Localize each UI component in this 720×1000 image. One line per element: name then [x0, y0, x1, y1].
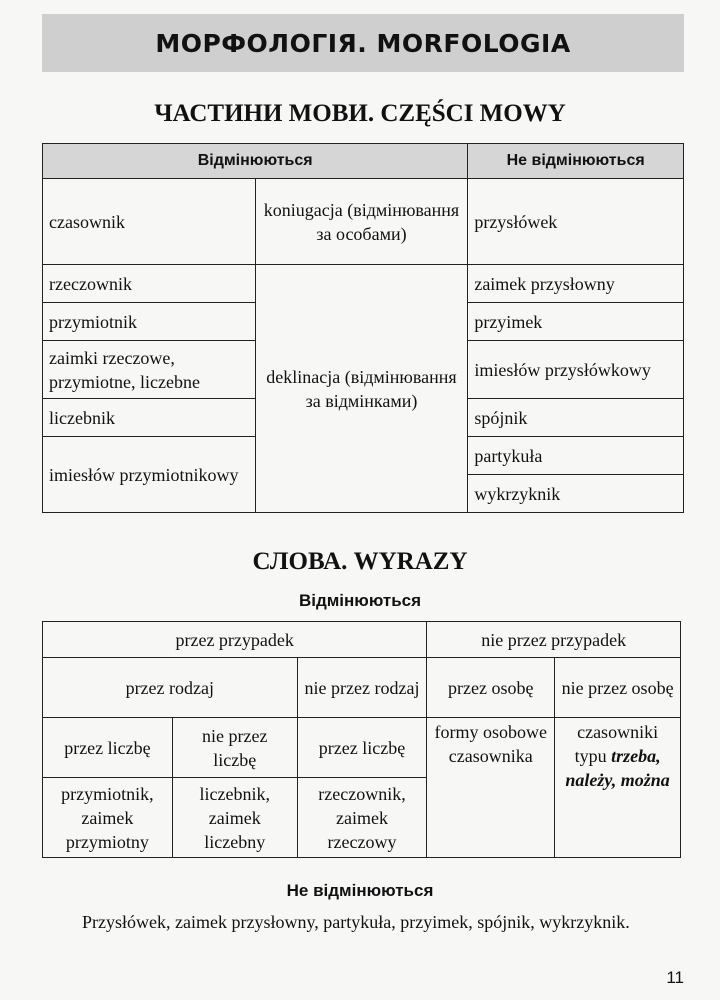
header-undeclined: Не відмінюються	[468, 144, 684, 179]
cell-example-adjective: przymiotnik, zaimek przymiotny	[43, 778, 173, 858]
words-table	[42, 621, 681, 858]
declined-item: rzeczownik	[43, 265, 256, 303]
cell-by-person: przez osobę	[427, 658, 555, 718]
section-title-words: СЛОВА. WYRAZY	[252, 548, 468, 575]
cell-not-by-number: nie przez liczbę	[172, 718, 297, 778]
undeclined-item: zaimek przysłowny	[468, 265, 684, 303]
cell-deklinacja: deklinacja (відмінювання за відмінками)	[255, 265, 468, 513]
subtitle-declined: Відмінюються	[298, 591, 422, 610]
cell-person-forms: formy osobowe czasownika	[427, 718, 555, 858]
section-title-parts-of-speech: ЧАСТИНИ МОВИ. CZĘŚCI MOWY	[154, 100, 566, 127]
header-declined: Відмінюються	[43, 144, 468, 179]
undeclined-item: spójnik	[468, 399, 684, 437]
cell-by-number-2: przez liczbę	[297, 718, 427, 778]
declined-item: imiesłów przymiotnikowy	[43, 437, 256, 513]
cell-koniugacja: koniugacja (відмінювання за особами)	[255, 179, 468, 265]
cell-impersonal-verbs	[555, 718, 681, 858]
parts-of-speech-table	[42, 143, 684, 513]
cell-by-case: przez przypadek	[43, 622, 427, 658]
declined-item: zaimki rzeczowe, przymiotne, liczebne	[43, 341, 256, 399]
declined-item: przymiotnik	[43, 303, 256, 341]
subtitle-undeclined: Не відмінюються	[286, 881, 434, 900]
cell-example-noun: rzeczownik, zaimek rzeczowy	[297, 778, 427, 858]
page-banner: МОРФОЛОГІЯ. MORFOLOGIA	[42, 14, 684, 72]
cell-by-number: przez liczbę	[43, 718, 173, 778]
cell-not-by-person: nie przez osobę	[555, 658, 681, 718]
undeclined-item: imiesłów przysłówkowy	[468, 341, 684, 399]
undeclined-item: przyimek	[468, 303, 684, 341]
cell-by-gender: przez rodzaj	[43, 658, 298, 718]
cell-czasownik: czasownik	[43, 179, 256, 265]
undeclined-paragraph: Przysłówek, zaimek przysłowny, partykuła, przyimek, spójnik, wykrzyknik.	[82, 912, 630, 932]
page-number: 11	[666, 968, 684, 987]
declined-item: liczebnik	[43, 399, 256, 437]
impersonal-examples: trzeba, należy, można	[565, 746, 670, 790]
undeclined-item: partykuła	[468, 437, 684, 475]
cell-example-numeral: liczebnik, zaimek liczebny	[172, 778, 297, 858]
undeclined-item: wykrzyknik	[468, 475, 684, 513]
cell-not-by-case: nie przez przypadek	[427, 622, 681, 658]
impersonal-prefix: czasowniki typu	[574, 722, 659, 766]
cell-not-by-gender: nie przez rodzaj	[297, 658, 427, 718]
cell-przyslowek: przysłówek	[468, 179, 684, 265]
